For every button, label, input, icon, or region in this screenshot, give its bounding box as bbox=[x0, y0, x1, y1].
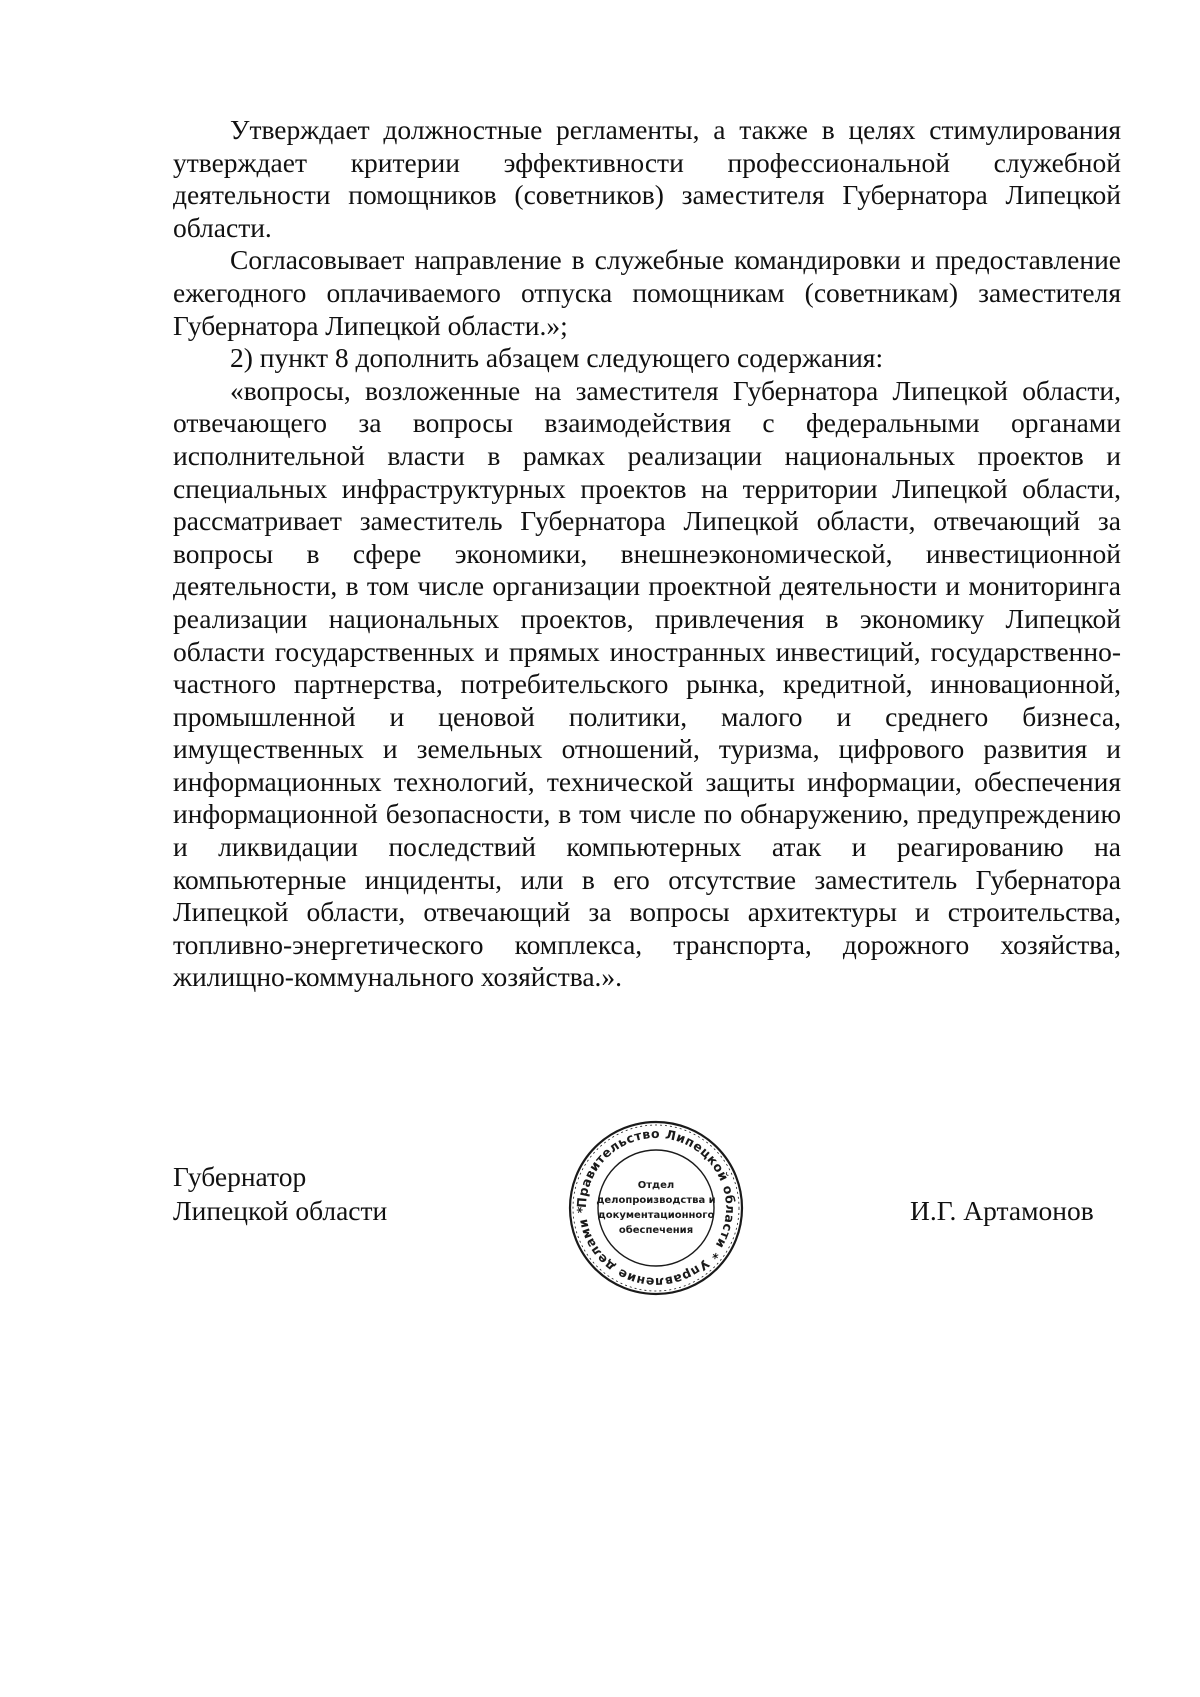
paragraph-approval: Согласовывает направление в служебные командировки и предоставление ежегодного оплачиваемого отпуска помощникам (советникам) заместителя Губернатора Липецкой области.»; bbox=[173, 244, 1121, 341]
signatory-position-line1: Губернатор bbox=[173, 1161, 307, 1192]
seal-graphic bbox=[566, 1118, 746, 1298]
paragraph-responsibilities: «вопросы, возложенные на заместителя Губернатора Липецкой области, отвечающего за вопросы взаимодействия с федеральными органами исполнительной власти в рамках реализации национальных проектов и специальных инфраструктурных проектов на территории Липецкой области, рассматривает заместитель Губернатора Липецкой области, отвечающий за вопросы в сфере экономики, внешнеэкономической, инвестиционной деятельности, в том числе организации проектной деятельности и мониторинга реализации национальных проектов, привлечения в экономику Липецкой области государственных и прямых иностранных инвестиций, государственно-частного партнерства, потребительского рынка, кредитной, инновационной, промышленной и ценовой политики, малого и среднего бизнеса, имущественных и земельных отношений, туризма, цифрового развития и информационных технологий, технической защиты информации, обеспечения информационной безопасности, в том числе по обнаружению, предупреждению и ликвидации последствий компьютерных атак и реагированию на компьютерные инциденты, или в его отсутствие заместитель Губернатора Липецкой области, отвечающий за вопросы архитектуры и строительства, топливно-энергетического комплекса, транспорта, дорожного хозяйства, жилищно-коммунального хозяйства.». bbox=[173, 374, 1121, 993]
seal-center-line-2: делопроизводства и bbox=[596, 1195, 716, 1206]
official-seal-stamp bbox=[566, 1118, 746, 1298]
seal-center-line-4: обеспечения bbox=[618, 1225, 694, 1236]
signatory-name: И.Г. Артамонов bbox=[910, 1195, 1094, 1226]
signatory-position bbox=[173, 1160, 387, 1228]
paragraph-regulations: Утверждает должностные регламенты, а также в целях стимулирования утверждает критерии эффективности профессиональной служебной деятельности помощников (советников) заместителя Губернатора Липецкой области. bbox=[173, 114, 1121, 243]
seal-center-line-1: Отдел bbox=[637, 1180, 675, 1191]
signatory-position-line2: Липецкой области bbox=[173, 1195, 388, 1226]
paragraph-item-8: 2) пункт 8 дополнить абзацем следующего содержания: bbox=[230, 342, 884, 374]
seal-center-line-3: документационного bbox=[597, 1210, 715, 1221]
document-body bbox=[173, 114, 1121, 994]
seal-ring-text: Правительство Липецкой области * Управление делами * bbox=[573, 1125, 739, 1291]
